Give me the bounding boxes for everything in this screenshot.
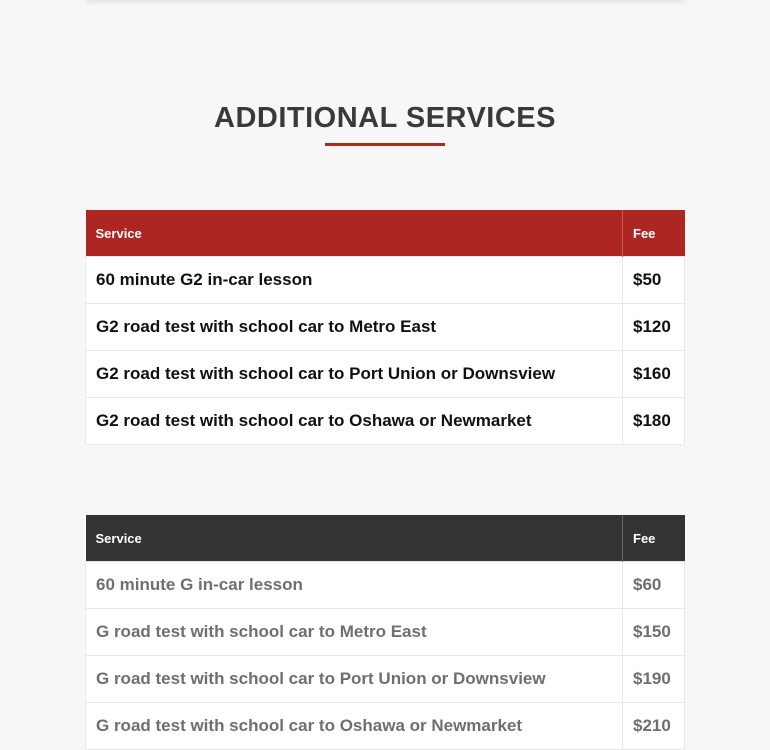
service-cell: G2 road test with school car to Metro East — [86, 304, 623, 351]
g-services-table — [85, 515, 685, 750]
fee-cell: $60 — [623, 562, 685, 609]
service-cell: G road test with school car to Metro East — [86, 609, 623, 656]
service-column-header: Service — [86, 210, 623, 257]
fee-cell: $160 — [623, 351, 685, 398]
table-row — [86, 656, 685, 703]
fee-cell: $120 — [623, 304, 685, 351]
service-cell: G2 road test with school car to Oshawa or Newmarket — [86, 398, 623, 445]
fee-column-header: Fee — [623, 210, 685, 257]
table-row — [86, 257, 685, 304]
service-cell: G road test with school car to Oshawa or Newmarket — [86, 703, 623, 750]
table-header-row — [86, 515, 685, 562]
g2-services-table — [85, 210, 685, 445]
table-row — [86, 562, 685, 609]
fee-cell: $180 — [623, 398, 685, 445]
service-cell: 60 minute G in-car lesson — [86, 562, 623, 609]
service-cell: G road test with school car to Port Union or Downsview — [86, 656, 623, 703]
fee-cell: $150 — [623, 609, 685, 656]
fee-cell: $50 — [623, 257, 685, 304]
table-header-row — [86, 210, 685, 257]
section-title: ADDITIONAL SERVICES — [214, 102, 556, 134]
fee-column-header: Fee — [623, 515, 685, 562]
service-column-header: Service — [86, 515, 623, 562]
service-cell: G2 road test with school car to Port Union or Downsview — [86, 351, 623, 398]
title-underline — [325, 143, 445, 146]
table-row — [86, 609, 685, 656]
fee-cell: $190 — [623, 656, 685, 703]
table-row — [86, 304, 685, 351]
table-row — [86, 351, 685, 398]
service-cell: 60 minute G2 in-car lesson — [86, 257, 623, 304]
fee-cell: $210 — [623, 703, 685, 750]
table-row — [86, 703, 685, 750]
table-row — [86, 398, 685, 445]
